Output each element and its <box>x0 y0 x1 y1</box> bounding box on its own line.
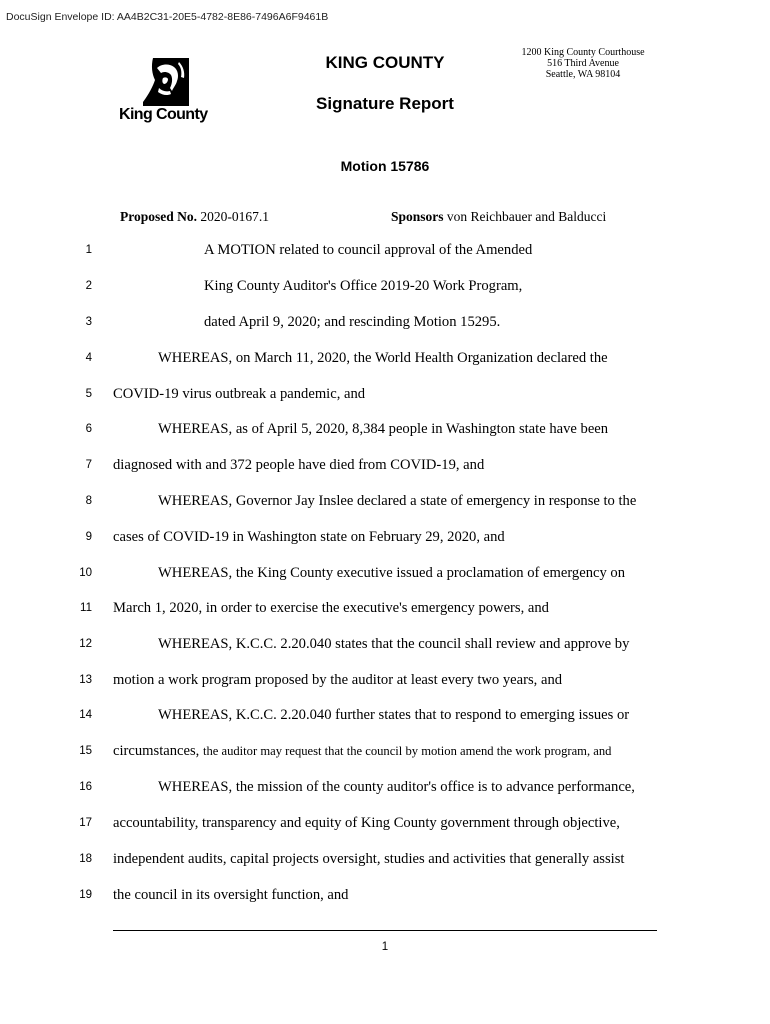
line-text: WHEREAS, K.C.C. 2.20.040 states that the council shall review and approve by <box>158 636 630 652</box>
line-number: 19 <box>79 889 92 901</box>
line-text: WHEREAS, on March 11, 2020, the World Health Organization declared the <box>158 350 608 366</box>
address-line: 1200 King County Courthouse <box>521 47 645 58</box>
organization-title: KING COUNTY <box>325 53 445 72</box>
proposed-value: 2020-0167.1 <box>200 209 270 224</box>
line-number: 7 <box>85 459 92 471</box>
motion-title: Motion 15786 <box>340 158 430 174</box>
courthouse-address <box>508 47 658 80</box>
line-text: accountability, transparency and equity of King County government through objective, <box>113 815 620 831</box>
proposed-label: Proposed No. <box>120 209 198 224</box>
line-text <box>113 743 611 760</box>
line-number: 1 <box>85 244 92 256</box>
line-text: WHEREAS, the mission of the county auditor's office is to advance performance, <box>158 779 635 795</box>
line-number: 9 <box>85 531 92 543</box>
line-text: motion a work program proposed by the auditor at least every two years, and <box>113 672 563 688</box>
line-text: WHEREAS, the King County executive issued a proclamation of emergency on <box>158 565 626 581</box>
line-number: 10 <box>79 567 92 579</box>
line-number: 14 <box>79 709 92 721</box>
line-number: 3 <box>85 316 92 328</box>
king-county-logo-text: King County <box>119 106 208 123</box>
line-text: March 1, 2020, in order to exercise the executive's emergency powers, and <box>113 600 549 616</box>
line-text-part: circumstances, <box>113 743 200 759</box>
line-text-part-condensed: the auditor may request that the council by motion amend the work program, and <box>202 744 612 758</box>
line-text: COVID-19 virus outbreak a pandemic, and <box>113 386 366 402</box>
line-text: cases of COVID-19 in Washington state on February 29, 2020, and <box>113 529 505 545</box>
line-text: diagnosed with and 372 people have died from COVID-19, and <box>113 457 485 473</box>
line-text: WHEREAS, as of April 5, 2020, 8,384 people in Washington state have been <box>158 421 609 437</box>
docusign-envelope-id: DocuSign Envelope ID: AA4B2C31-20E5-4782-8E86-7496A6F9461B <box>6 11 329 23</box>
line-number: 15 <box>79 745 92 757</box>
sponsors-label: Sponsors <box>391 209 444 224</box>
line-text: WHEREAS, Governor Jay Inslee declared a state of emergency in response to the <box>158 493 637 509</box>
report-title: Signature Report <box>316 94 454 113</box>
page-number: 1 <box>381 941 389 953</box>
line-text: the council in its oversight function, and <box>113 887 349 903</box>
address-line: Seattle, WA 98104 <box>545 69 621 80</box>
proposed-number <box>120 209 269 225</box>
line-number: 16 <box>79 781 92 793</box>
line-number: 12 <box>79 638 92 650</box>
line-number: 13 <box>79 674 92 686</box>
king-county-logo-icon <box>143 58 189 106</box>
line-number: 11 <box>80 602 92 614</box>
address-line: 516 Third Avenue <box>547 58 619 69</box>
line-text: A MOTION related to council approval of the Amended <box>204 242 533 258</box>
line-number: 2 <box>85 280 92 292</box>
sponsors-value: von Reichbauer and Balducci <box>446 209 607 224</box>
line-text: King County Auditor's Office 2019-20 Work Program, <box>204 278 523 294</box>
line-number: 18 <box>79 853 92 865</box>
sponsors <box>391 209 606 225</box>
line-text: WHEREAS, K.C.C. 2.20.040 further states that to respond to emerging issues or <box>158 707 630 723</box>
line-number: 8 <box>85 495 92 507</box>
footer-divider <box>113 930 657 931</box>
line-text: independent audits, capital projects oversight, studies and activities that generally assist <box>113 851 625 867</box>
line-number: 4 <box>85 352 92 364</box>
line-number: 5 <box>85 388 92 400</box>
line-text: dated April 9, 2020; and rescinding Motion 15295. <box>204 314 501 330</box>
line-number: 17 <box>79 817 92 829</box>
king-county-logo <box>116 58 216 128</box>
line-number: 6 <box>85 423 92 435</box>
